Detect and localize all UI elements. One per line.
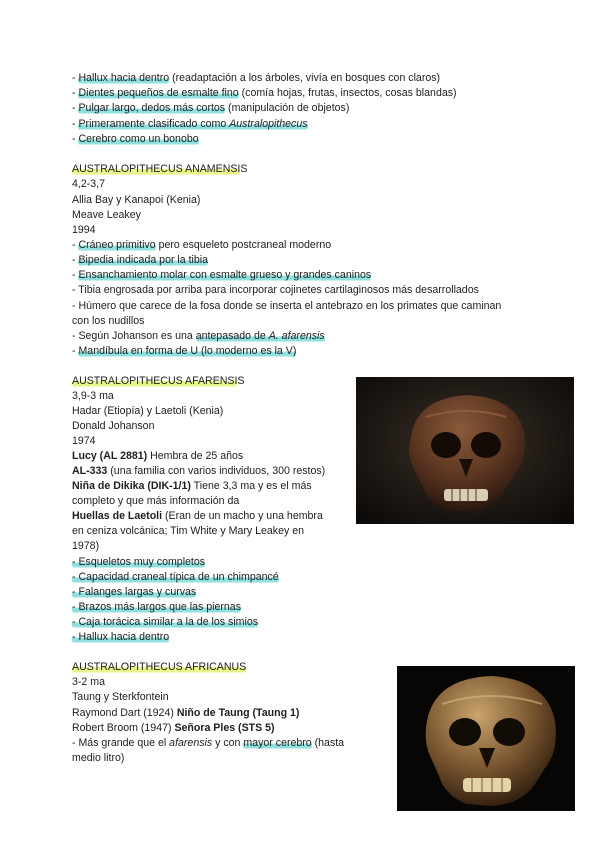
text: - — [72, 269, 79, 281]
trait-line: - Húmero que carece de la fosa donde se inserta el antebrazo en los primates que caminan — [72, 300, 502, 312]
discoverer-line — [72, 722, 275, 735]
age: 3-2 ma — [72, 676, 105, 688]
highlight: Bipedia indicada por la tibia — [78, 254, 209, 266]
trait-line — [72, 571, 279, 584]
text: - — [72, 254, 79, 266]
trait-line: con los nudillos — [72, 315, 145, 327]
text: - Más grande que el — [72, 737, 170, 749]
text: (lo moderno es la V) — [198, 345, 297, 357]
trait-line — [72, 87, 457, 100]
highlight: - Esqueletos muy completos — [72, 556, 206, 568]
fossil-line — [72, 450, 243, 463]
highlight — [78, 345, 296, 357]
section-title-anamensis — [72, 163, 247, 176]
age: 4,2-3,7 — [72, 178, 105, 190]
text: en ceniza volcánica; Tim White y Mary Leakey en — [72, 525, 304, 537]
text: (Eran de un macho y una hembra — [162, 510, 323, 522]
trait-line — [72, 631, 169, 644]
fossil-name: Niño de Taung (Taung 1) — [176, 707, 300, 719]
age: 3,9-3 ma — [72, 390, 114, 402]
discoverer: Meave Leakey — [72, 209, 141, 221]
highlight: Pulgar largo, dedos más cortos — [78, 102, 226, 114]
trait-line — [72, 330, 325, 343]
africanus-skull-photo — [397, 666, 575, 811]
text: Tiene 3,3 ma y es el más — [190, 480, 312, 492]
text: Robert Broom (1947) — [72, 722, 175, 734]
year: 1974 — [72, 435, 96, 447]
trait-line — [72, 269, 371, 282]
text: antepasado de — [195, 330, 269, 342]
trait-line — [72, 586, 196, 599]
text: Mandíbula en forma de U — [78, 345, 199, 357]
section-title-africanus — [72, 661, 246, 674]
italic-text: Australopithecus — [229, 118, 308, 130]
text: - Según Johanson es una — [72, 330, 196, 342]
highlight: Hallux hacia dentro — [78, 72, 170, 84]
fossil-name: Niña de Dikika (DIK-1/1) — [72, 480, 191, 492]
text: (manipulación de objetos) — [225, 102, 350, 114]
fossil-name: Huellas de Laetoli — [72, 510, 163, 522]
text: y con — [212, 737, 244, 749]
highlight: - Hallux hacia dentro — [72, 631, 170, 643]
text: - — [72, 133, 79, 145]
text: Primeramente clasificado como — [78, 118, 230, 130]
highlight: - Caja torácica similar a la de los simios — [72, 616, 259, 628]
trait-line — [72, 737, 344, 750]
fossil-line — [72, 480, 312, 493]
trait-line — [72, 556, 205, 569]
trait-line — [72, 72, 440, 85]
trait-line — [72, 118, 308, 131]
text: - — [72, 87, 79, 99]
text: - — [72, 239, 79, 251]
site: Allia Bay y Kanapoi (Kenia) — [72, 194, 201, 206]
text: Raymond Dart (1924) — [72, 707, 177, 719]
fossil-name: Lucy (AL 2881) — [72, 450, 148, 462]
trait-line — [72, 133, 199, 146]
text: (comía hojas, frutas, insectos, cosas blandas) — [238, 87, 457, 99]
italic-text: afarensis — [169, 737, 213, 749]
discoverer: Donald Johanson — [72, 420, 155, 432]
discoverer-line — [72, 707, 299, 720]
fossil-name: Señora Ples (STS 5) — [174, 722, 275, 734]
text: (una familia con varios individuos, 300 restos) — [107, 465, 326, 477]
text: pero esqueleto postcraneal moderno — [155, 239, 332, 251]
text: - — [72, 118, 79, 130]
trait-line: - Tibia engrosada por arriba para incorporar cojinetes cartilaginosos más desarrollados — [72, 284, 479, 296]
trait-line — [72, 254, 208, 267]
highlight — [196, 330, 325, 342]
fossil-line — [72, 510, 323, 523]
highlight: Ensanchamiento molar con esmalte grueso y grandes caninos — [78, 269, 372, 281]
text: medio litro) — [72, 752, 125, 764]
text: - — [72, 72, 79, 84]
site: Hadar (Etiopía) y Laetoli (Kenia) — [72, 405, 224, 417]
text: Hembra de 25 años — [147, 450, 244, 462]
text: 1978) — [72, 540, 100, 552]
afarensis-skull-photo — [356, 377, 574, 524]
text: S — [237, 375, 245, 387]
highlight: - Brazos más largos que las piernas — [72, 601, 241, 613]
text: (hasta — [311, 737, 345, 749]
trait-line — [72, 345, 296, 358]
highlight: mayor cerebro — [243, 737, 312, 749]
site: Taung y Sterkfontein — [72, 691, 169, 703]
highlight: - Capacidad craneal típica de un chimpancé — [72, 571, 279, 583]
highlight: Cerebro como un bonobo — [78, 133, 199, 145]
trait-line — [72, 601, 241, 614]
text: - — [72, 102, 79, 114]
title-highlight: AUSTRALOPITHECUS AFARENSI — [72, 375, 238, 387]
title-highlight: AUSTRALOPITHECUS ANAMENSI — [72, 163, 241, 175]
fossil-line — [72, 465, 325, 478]
trait-line — [72, 616, 258, 629]
text: completo y que más información da — [72, 495, 240, 507]
year: 1994 — [72, 224, 96, 236]
text: S — [240, 163, 248, 175]
highlight: Cráneo primitivo — [78, 239, 156, 251]
title-highlight: AUSTRALOPITHECUS AFRICANUS — [72, 661, 247, 673]
fossil-name: AL-333 — [72, 465, 108, 477]
highlight: - Falanges largas y curvas — [72, 586, 197, 598]
text: (readaptación a los árboles, vivía en bosques con claros) — [169, 72, 441, 84]
text: - — [72, 345, 79, 357]
highlight — [78, 118, 307, 130]
trait-line — [72, 102, 349, 115]
italic-text: A. afarensis — [268, 330, 325, 342]
trait-line — [72, 239, 331, 252]
highlight: Dientes pequeños de esmalte fino — [78, 87, 239, 99]
section-title-afarensis — [72, 375, 245, 388]
